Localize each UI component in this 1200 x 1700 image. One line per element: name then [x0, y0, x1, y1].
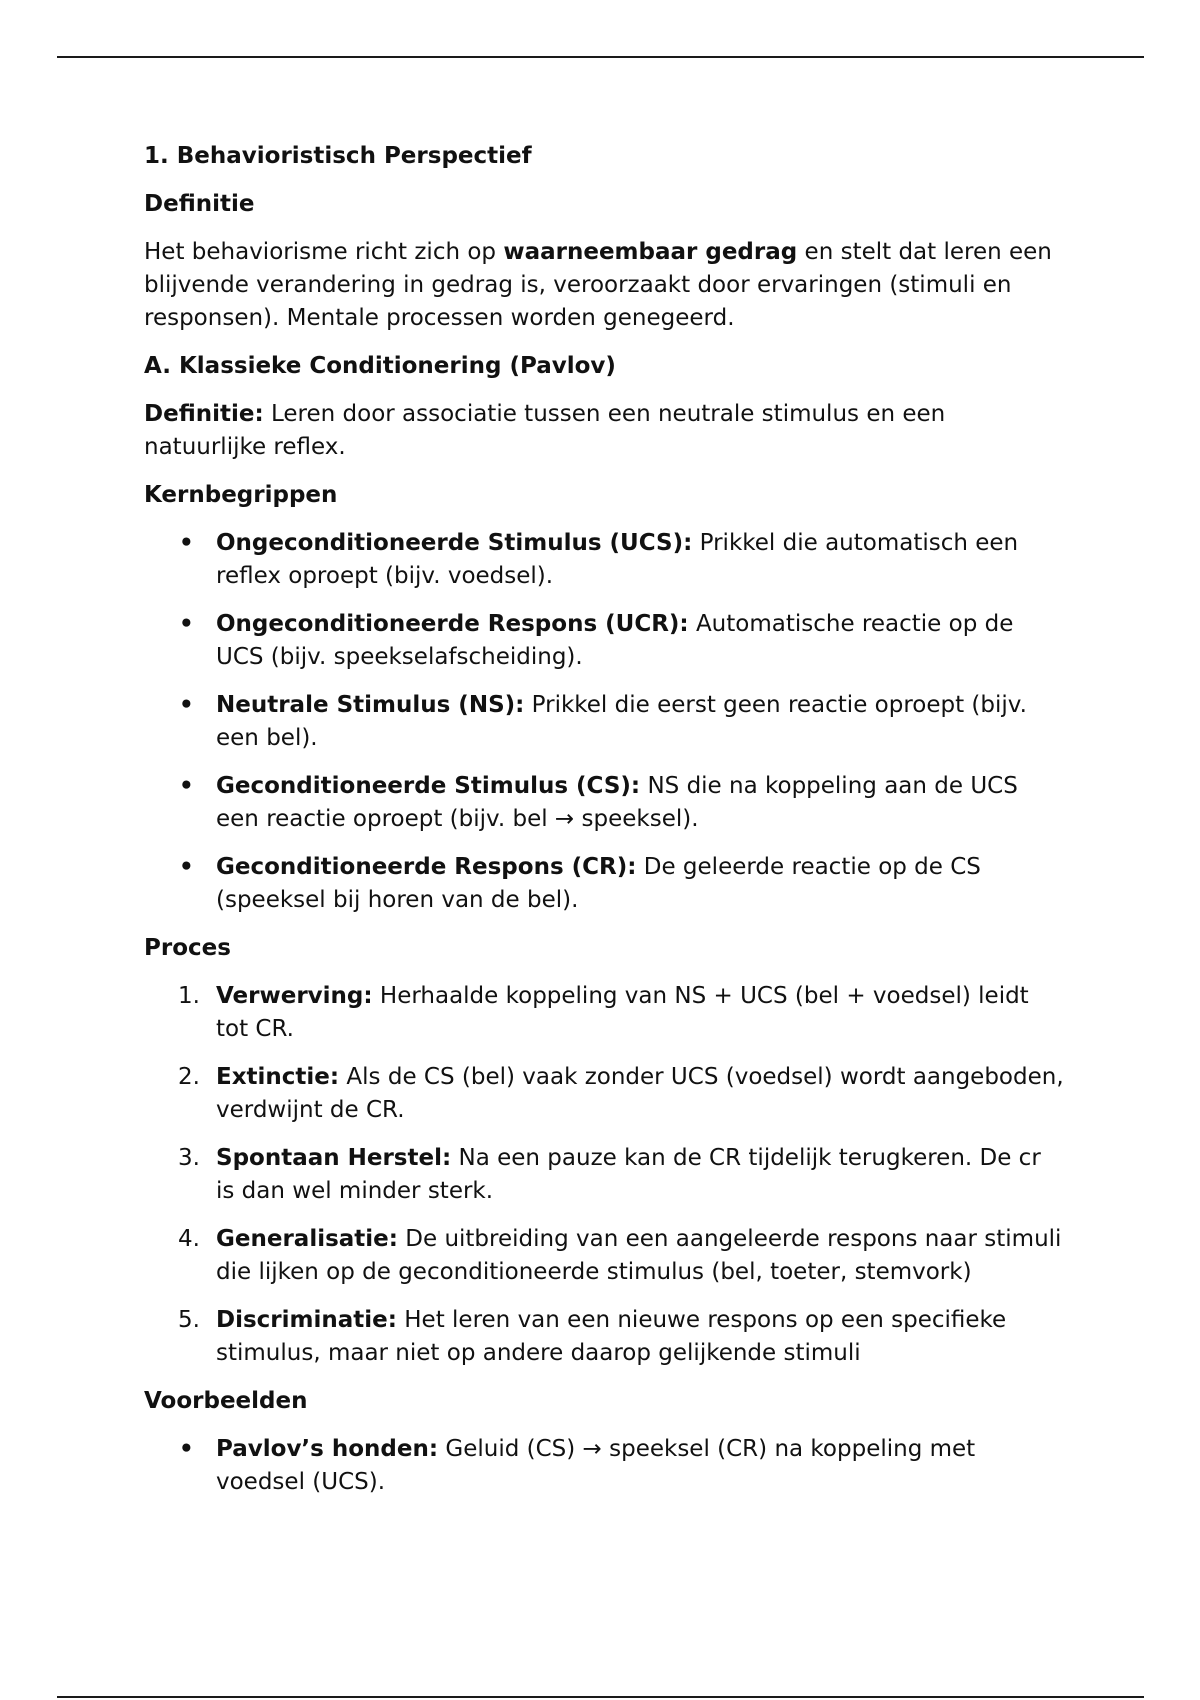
term-text: NS die na koppeling aan de UCS een reactie oproept (bijv. bel → speeksel). — [216, 773, 1018, 832]
term: Geconditioneerde Respons (CR): — [216, 854, 637, 880]
list-number: 2. — [178, 1064, 200, 1090]
term-text: Geluid (CS) → speeksel (CR) na koppeling met voedsel (UCS). — [216, 1436, 976, 1495]
bullet-marker: • — [179, 773, 194, 799]
term-text: Automatische reactie op de UCS (bijv. speekselafscheiding). — [216, 611, 1014, 670]
intro-emphasis: waarneembaar gedrag — [503, 239, 798, 265]
term: Neutrale Stimulus (NS): — [216, 692, 525, 718]
proces-list — [144, 980, 1064, 1370]
list-item — [144, 527, 1064, 593]
list-item — [144, 1433, 1064, 1499]
list-number: 4. — [178, 1226, 200, 1252]
definition-label: Definitie: — [144, 401, 264, 427]
term: Generalisatie: — [216, 1226, 398, 1252]
kernbegrippen-list — [144, 527, 1064, 917]
term: Ongeconditioneerde Respons (UCR): — [216, 611, 689, 637]
list-item — [144, 1061, 1064, 1127]
footer-rule — [57, 1696, 1144, 1698]
list-number: 1. — [178, 983, 200, 1009]
list-number: 5. — [178, 1307, 200, 1333]
document-body — [144, 140, 1064, 1499]
subsection-definition — [144, 398, 1064, 464]
term-text: Als de CS (bel) vaak zonder UCS (voedsel) wordt aangeboden, verdwijnt de CR. — [216, 1064, 1064, 1123]
term: Spontaan Herstel: — [216, 1145, 452, 1171]
term-text: De geleerde reactie op de CS (speeksel bij horen van de bel). — [216, 854, 981, 913]
list-number: 3. — [178, 1145, 200, 1171]
definition-text: Leren door associatie tussen een neutrale stimulus en een natuurlijke reflex. — [144, 401, 946, 460]
intro-paragraph — [144, 236, 1064, 335]
term-text: De uitbreiding van een aangeleerde respons naar stimuli die lijken op de geconditioneerde stimulus (bel, toeter, stemvork) — [216, 1226, 1062, 1285]
list-item — [144, 1142, 1064, 1208]
voorbeelden-heading: Voorbeelden — [144, 1388, 308, 1414]
bullet-marker: • — [179, 611, 194, 637]
intro-text-pre: Het behaviorisme richt zich op — [144, 239, 504, 265]
definitie-heading: Definitie — [144, 191, 255, 217]
bullet-marker: • — [179, 854, 194, 880]
term-text: Prikkel die eerst geen reactie oproept (bijv. een bel). — [216, 692, 1027, 751]
term-text: Het leren van een nieuwe respons op een specifieke stimulus, maar niet op andere daarop gelijkende stimuli — [216, 1307, 1007, 1366]
term-text: Herhaalde koppeling van NS + UCS (bel + voedsel) leidt tot CR. — [216, 983, 1029, 1042]
term: Geconditioneerde Stimulus (CS): — [216, 773, 641, 799]
list-item — [144, 689, 1064, 755]
intro-text-post: en stelt dat leren een blijvende verandering in gedrag is, veroorzaakt door ervaringen (stimuli en responsen). Mentale processen worden genegeerd. — [144, 239, 1052, 331]
term: Extinctie: — [216, 1064, 340, 1090]
term: Verwerving: — [216, 983, 373, 1009]
term: Discriminatie: — [216, 1307, 397, 1333]
kernbegrippen-heading: Kernbegrippen — [144, 482, 338, 508]
section-title: 1. Behavioristisch Perspectief — [144, 143, 532, 169]
term-text: Na een pauze kan de CR tijdelijk terugkeren. De cr is dan wel minder sterk. — [216, 1145, 1041, 1204]
subsection-title: A. Klassieke Conditionering (Pavlov) — [144, 353, 616, 379]
proces-heading: Proces — [144, 935, 231, 961]
list-item — [144, 1223, 1064, 1289]
bullet-marker: • — [179, 1436, 194, 1462]
list-item — [144, 980, 1064, 1046]
list-item — [144, 1304, 1064, 1370]
header-rule — [57, 56, 1144, 58]
voorbeelden-list — [144, 1433, 1064, 1499]
term: Pavlov’s honden: — [216, 1436, 439, 1462]
list-item — [144, 608, 1064, 674]
term-text: Prikkel die automatisch een reflex oproept (bijv. voedsel). — [216, 530, 1019, 589]
list-item — [144, 770, 1064, 836]
term: Ongeconditioneerde Stimulus (UCS): — [216, 530, 693, 556]
list-item — [144, 851, 1064, 917]
bullet-marker: • — [179, 530, 194, 556]
bullet-marker: • — [179, 692, 194, 718]
